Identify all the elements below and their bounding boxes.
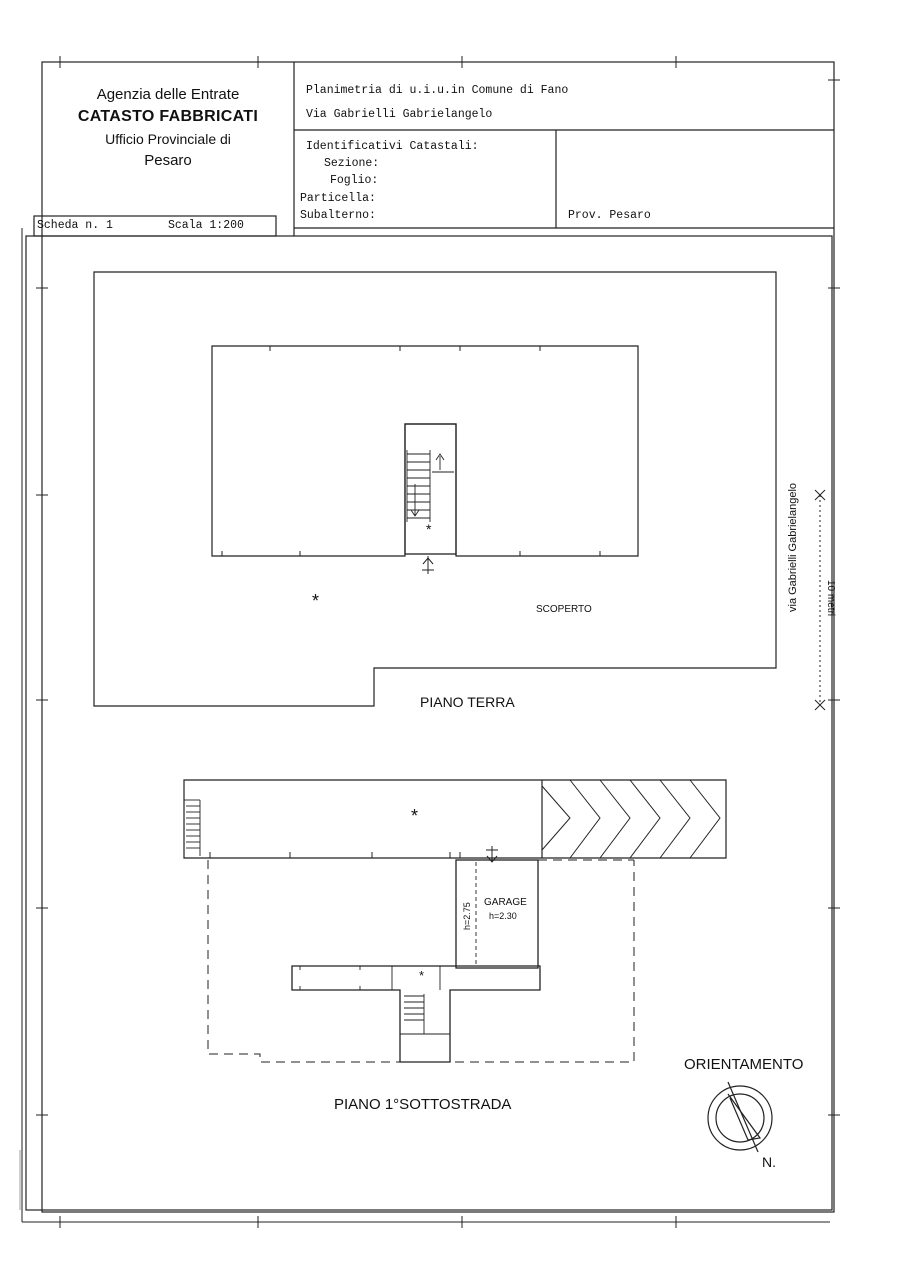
street-boundary-marks (815, 490, 825, 710)
north-label: N. (762, 1154, 776, 1170)
address-text: Via Gabrielli Gabrielangelo (306, 108, 493, 121)
ground-floor-label: PIANO TERRA (420, 694, 515, 710)
scoperto-marker: * (312, 591, 320, 611)
corridor-marker: * (419, 968, 425, 983)
province-label: Prov. Pesaro (568, 209, 651, 222)
ramp-hatch (542, 780, 720, 858)
orientation-label: ORIENTAMENTO (684, 1056, 804, 1073)
scale-bar-label: 10 metri (825, 580, 836, 617)
building-footprint (212, 346, 638, 556)
basement-stair-center (400, 994, 450, 1034)
scoperto-boundary (94, 272, 776, 706)
garage-height: h=2.30 (489, 911, 517, 921)
sezione-label: Sezione: (324, 157, 380, 170)
identificativi-label: Identificativi Catastali: (306, 140, 479, 153)
basement-dashed-boundary (208, 860, 634, 1062)
catasto-title: CATASTO FABBRICATI (77, 108, 259, 125)
office-label: Ufficio Provinciale di (105, 131, 231, 147)
scale-label: Scala 1:200 (168, 219, 244, 232)
border-ticks (36, 56, 840, 1228)
office-province: Pesaro (144, 152, 192, 169)
stair-treads (407, 450, 454, 522)
basement-wall-notches (210, 852, 460, 858)
agency-name: Agenzia delle Entrate (96, 86, 240, 103)
agency-block (42, 84, 294, 172)
entry-arrow-icon (422, 556, 434, 574)
foglio-label: Foglio: (330, 174, 379, 187)
basement-upper-strip (184, 780, 726, 858)
stair-marker: * (426, 521, 432, 537)
garage-label: GARAGE (484, 897, 527, 908)
outer-frame (42, 62, 834, 1212)
room-height: h=2.75 (462, 902, 472, 930)
street-label: via Gabrielli Gabrielangelo (787, 482, 799, 612)
wall-notches (222, 346, 600, 556)
basement-stair-left (184, 800, 200, 856)
scoperto-label: SCOPERTO (536, 604, 592, 615)
compass-icon (708, 1082, 772, 1152)
scheda-label: Scheda n. 1 (37, 219, 113, 232)
subalterno-label: Subalterno: (300, 209, 376, 222)
particella-label: Particella: (300, 192, 376, 205)
basement-marker: * (411, 806, 419, 826)
basement-floor-label: PIANO 1°SOTTOSTRADA (334, 1096, 512, 1113)
planimetria-title: Planimetria di u.i.u.in Comune di Fano (306, 84, 569, 97)
